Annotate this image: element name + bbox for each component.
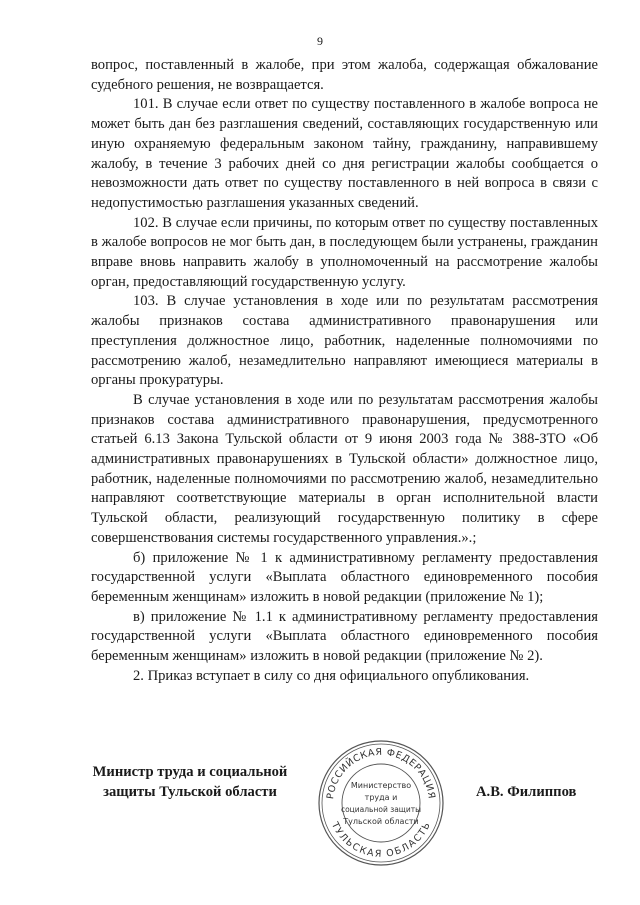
- seal-center-line: Тульской области: [343, 817, 419, 826]
- seal-center-line: труда и: [364, 793, 398, 802]
- seal-center-line: социальной защиты: [340, 805, 422, 814]
- paragraph-2: 2. Приказ вступает в силу со дня официального опубликования.: [133, 667, 530, 684]
- seal-center-line: Министерство: [350, 781, 412, 790]
- official-seal-icon: [316, 738, 446, 868]
- signer-name: А.В. Филиппов: [476, 784, 577, 800]
- minister-title-line1: Министр труда и социальной: [92, 764, 288, 780]
- paragraph-101: 101. В случае если ответ по существу поставленного в жалобе вопроса не может быть дан без разглашения сведений, составляющих государственную или иную охраняемую федеральным законом тайну, гражданину, направившему жалобу, в течение 3 рабочих дней со дня регистрации жалобы сообщается о невозможности дать ответ по существу поставленного в ней вопроса в связи с недопустимостью разглашения указанных сведений.: [91, 96, 598, 211]
- seal-bottom-arc: ТУЛЬСКАЯ ОБЛАСТЬ: [328, 820, 434, 860]
- page-number: 9: [317, 34, 323, 48]
- paragraph-103-addition: В случае установления в ходе или по результатам рассмотрения жалобы признаков состава административного правонарушения, предусмотренного статьей 6.13 Закона Тульской области от 9 июня 2003 года № 388-ЗТО «Об административных правонарушениях в Тульской области» должностное лицо, работник, наделенные полномочиями по рассмотрению жалоб, незамедлительно направляют соответствующие материалы в орган исполнительной власти Тульской области, реализующий государственную политику в сфере совершенствования системы государственного управления.».;: [91, 391, 598, 546]
- paragraph-102: 102. В случае если причины, по которым ответ по существу поставленных в жалобе вопросов не мог быть дан, в последующем были устранены, гражданин вправе вновь направить жалобу в уполномоченный на рассмотрение жалобы орган, предоставляющий государственную услугу.: [91, 214, 598, 290]
- paragraph-103: 103. В случае установления в ходе или по результатам рассмотрения жалобы признаков состава административного правонарушения или преступления должностное лицо, работник, наделенные полномочиями по рассмотрению жалоб, незамедлительно направляют имеющиеся материалы в органы прокуратуры.: [91, 293, 598, 389]
- document-body: [91, 56, 598, 687]
- paragraph-v: в) приложение № 1.1 к административному регламенту предоставления государственной услуги «Выплата областного единовременного пособия беременным женщинам» изложить в новой редакции (приложение № 2).: [91, 608, 598, 665]
- seal-top-arc: РОССИЙСКАЯ ФЕДЕРАЦИЯ: [325, 746, 437, 800]
- paragraph-b: б) приложение № 1 к административному регламенту предоставления государственной услуги «Выплата областного единовременного пособия беременным женщинам» изложить в новой редакции (приложение № 1);: [91, 549, 598, 605]
- paragraph-continuation: вопрос, поставленный в жалобе, при этом жалоба, содержащая обжалование судебного решения, не возвращается.: [91, 57, 598, 93]
- minister-title-line2: защиты Тульской области: [103, 784, 277, 800]
- minister-title: [80, 762, 300, 802]
- signature-block: [0, 738, 640, 878]
